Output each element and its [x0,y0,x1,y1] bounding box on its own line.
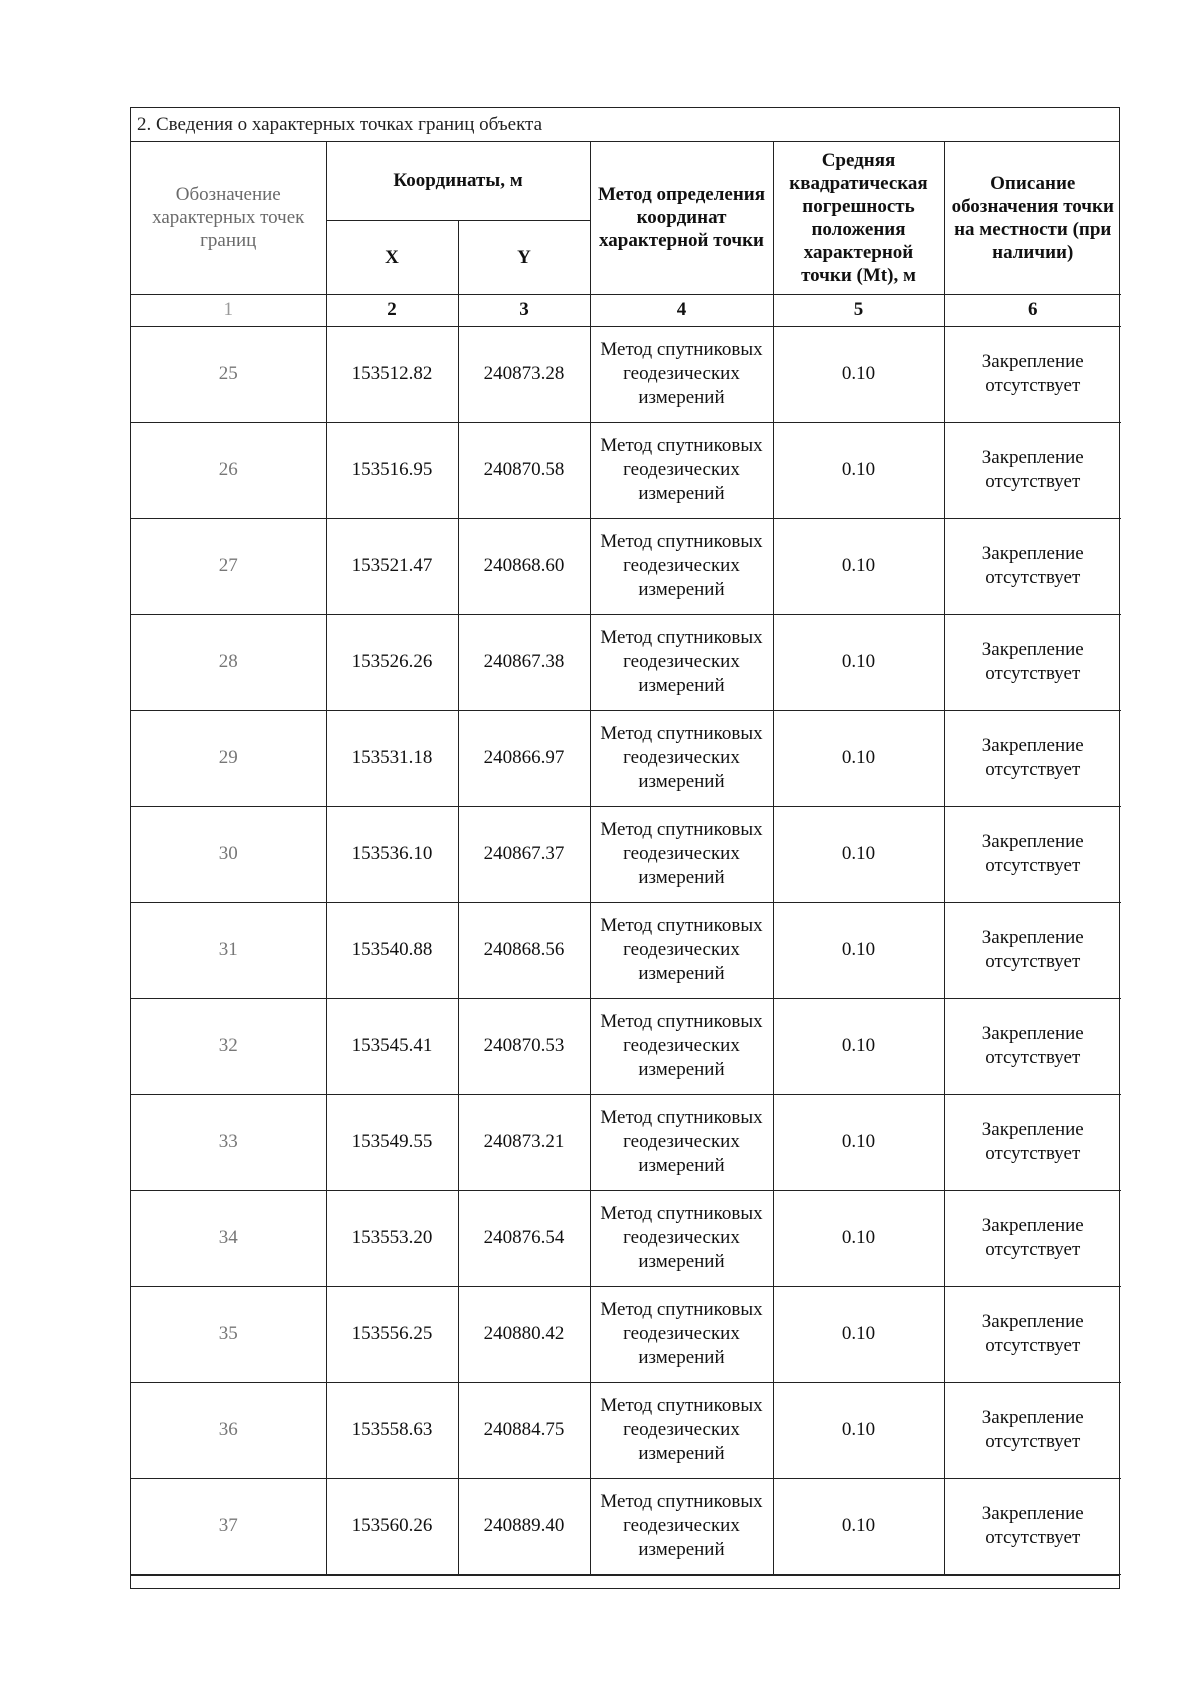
method-cell: Метод спутниковых геодезических измерений [590,998,773,1094]
column-number: 6 [944,294,1121,326]
column-number: 4 [590,294,773,326]
error-cell: 0.10 [773,1190,944,1286]
column-number: 2 [326,294,458,326]
y-coordinate-cell: 240867.38 [458,614,590,710]
error-cell: 0.10 [773,1478,944,1574]
table-row [131,326,1121,422]
x-coordinate-cell: 153536.10 [326,806,458,902]
y-coordinate-cell: 240868.60 [458,518,590,614]
method-cell: Метод спутниковых геодезических измерений [590,1190,773,1286]
x-coordinate-cell: 153545.41 [326,998,458,1094]
x-coordinate-cell: 153540.88 [326,902,458,998]
method-cell: Метод спутниковых геодезических измерений [590,518,773,614]
point-cell: 36 [131,1382,326,1478]
description-cell: Закрепление отсутствует [944,614,1121,710]
y-coordinate-cell: 240867.37 [458,806,590,902]
section-title: 2. Сведения о характерных точках границ объекта [131,108,1119,142]
method-cell: Метод спутниковых геодезических измерений [590,422,773,518]
description-cell: Закрепление отсутствует [944,1382,1121,1478]
table-row [131,1286,1121,1382]
table-row [131,422,1121,518]
header-y: Y [458,220,590,294]
point-cell: 26 [131,422,326,518]
point-cell: 25 [131,326,326,422]
description-cell: Закрепление отсутствует [944,326,1121,422]
description-cell: Закрепление отсутствует [944,1094,1121,1190]
description-cell: Закрепление отсутствует [944,1190,1121,1286]
method-cell: Метод спутниковых геодезических измерений [590,326,773,422]
method-cell: Метод спутниковых геодезических измерений [590,1478,773,1574]
x-coordinate-cell: 153553.20 [326,1190,458,1286]
table-row [131,1190,1121,1286]
header-x: X [326,220,458,294]
error-cell: 0.10 [773,998,944,1094]
error-cell: 0.10 [773,806,944,902]
y-coordinate-cell: 240876.54 [458,1190,590,1286]
header-coordinates: Координаты, м [326,142,590,220]
error-cell: 0.10 [773,422,944,518]
x-coordinate-cell: 153516.95 [326,422,458,518]
y-coordinate-cell: 240884.75 [458,1382,590,1478]
table-row [131,998,1121,1094]
table-bottom-strip [131,1575,1119,1588]
column-number: 5 [773,294,944,326]
error-cell: 0.10 [773,1286,944,1382]
point-cell: 30 [131,806,326,902]
error-cell: 0.10 [773,518,944,614]
column-number: 1 [131,294,326,326]
table-body [131,326,1121,1574]
point-cell: 33 [131,1094,326,1190]
point-cell: 35 [131,1286,326,1382]
table-row [131,902,1121,998]
document-page [130,107,1120,1589]
table-row [131,1382,1121,1478]
method-cell: Метод спутниковых геодезических измерений [590,1094,773,1190]
method-cell: Метод спутниковых геодезических измерений [590,806,773,902]
point-cell: 37 [131,1478,326,1574]
x-coordinate-cell: 153531.18 [326,710,458,806]
error-cell: 0.10 [773,326,944,422]
column-number: 3 [458,294,590,326]
header-point: Обозначение характерных точек границ [131,142,326,294]
y-coordinate-cell: 240873.21 [458,1094,590,1190]
y-coordinate-cell: 240870.53 [458,998,590,1094]
table-row [131,1478,1121,1574]
y-coordinate-cell: 240880.42 [458,1286,590,1382]
point-cell: 34 [131,1190,326,1286]
description-cell: Закрепление отсутствует [944,710,1121,806]
method-cell: Метод спутниковых геодезических измерений [590,710,773,806]
y-coordinate-cell: 240868.56 [458,902,590,998]
description-cell: Закрепление отсутствует [944,518,1121,614]
error-cell: 0.10 [773,902,944,998]
method-cell: Метод спутниковых геодезических измерений [590,902,773,998]
x-coordinate-cell: 153512.82 [326,326,458,422]
method-cell: Метод спутниковых геодезических измерений [590,614,773,710]
error-cell: 0.10 [773,1382,944,1478]
description-cell: Закрепление отсутствует [944,902,1121,998]
y-coordinate-cell: 240866.97 [458,710,590,806]
header-error: Средняя квадратическая погрешность положения характерной точки (Mt), м [773,142,944,294]
x-coordinate-cell: 153549.55 [326,1094,458,1190]
point-cell: 27 [131,518,326,614]
x-coordinate-cell: 153521.47 [326,518,458,614]
table-row [131,614,1121,710]
description-cell: Закрепление отсутствует [944,806,1121,902]
point-cell: 32 [131,998,326,1094]
error-cell: 0.10 [773,1094,944,1190]
description-cell: Закрепление отсутствует [944,1286,1121,1382]
method-cell: Метод спутниковых геодезических измерений [590,1382,773,1478]
y-coordinate-cell: 240873.28 [458,326,590,422]
column-numbers-row [131,294,1121,326]
description-cell: Закрепление отсутствует [944,998,1121,1094]
point-cell: 31 [131,902,326,998]
description-cell: Закрепление отсутствует [944,1478,1121,1574]
table-row [131,710,1121,806]
table-row [131,806,1121,902]
method-cell: Метод спутниковых геодезических измерений [590,1286,773,1382]
header-description: Описание обозначения точки на местности (при наличии) [944,142,1121,294]
boundary-points-table [131,142,1121,1575]
x-coordinate-cell: 153556.25 [326,1286,458,1382]
table-row [131,1094,1121,1190]
point-cell: 29 [131,710,326,806]
x-coordinate-cell: 153560.26 [326,1478,458,1574]
description-cell: Закрепление отсутствует [944,422,1121,518]
header-method: Метод определения координат характерной точки [590,142,773,294]
error-cell: 0.10 [773,710,944,806]
y-coordinate-cell: 240870.58 [458,422,590,518]
point-cell: 28 [131,614,326,710]
error-cell: 0.10 [773,614,944,710]
x-coordinate-cell: 153558.63 [326,1382,458,1478]
header-row [131,142,1121,220]
y-coordinate-cell: 240889.40 [458,1478,590,1574]
table-row [131,518,1121,614]
x-coordinate-cell: 153526.26 [326,614,458,710]
